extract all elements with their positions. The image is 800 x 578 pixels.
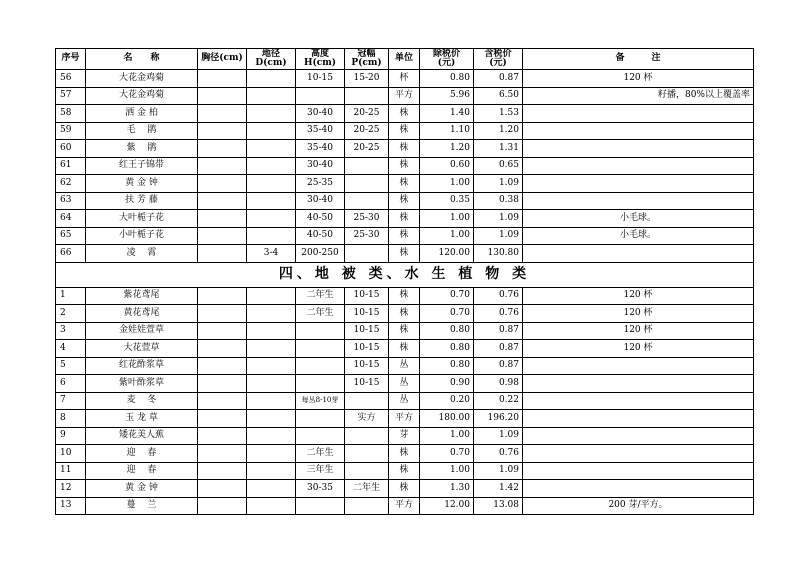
table-row [56,157,754,175]
table-row [56,392,754,410]
cell-seq: 10 [56,445,86,463]
cell-crown: 二年生 [345,480,389,498]
header-row [56,49,754,70]
cell-name: 金娃娃萱草 [86,322,198,340]
cell-incl-tax: 1.09 [474,175,523,193]
cell-name: 紫花鸢尾 [86,287,198,305]
cell-height: 35-40 [296,122,345,140]
cell-pre-tax: 0.80 [420,340,474,358]
cell-chest [198,157,247,175]
cell-chest [198,175,247,193]
cell-ground [247,392,296,410]
cell-crown: 10-15 [345,375,389,393]
header-incl-tax-line1: 含税价 [484,48,512,59]
cell-height: 30-35 [296,480,345,498]
cell-height: 二年生 [296,287,345,305]
table-row [56,427,754,445]
cell-incl-tax: 1.09 [474,210,523,228]
cell-remark: 120 杯 [523,322,754,340]
cell-ground [247,305,296,323]
cell-chest [198,105,247,123]
cell-name: 黄 金 钟 [86,480,198,498]
cell-unit: 芽 [389,427,420,445]
cell-height [296,497,345,515]
cell-name: 迎 春 [86,445,198,463]
table-row [56,70,754,88]
header-pre-tax-line2: (元) [437,58,456,68]
cell-height: 每丛8-10芽 [296,392,345,410]
cell-remark [523,175,754,193]
cell-name: 大花萱草 [86,340,198,358]
cell-remark [523,357,754,375]
table-row [56,287,754,305]
cell-unit: 株 [389,462,420,480]
table-row [56,105,754,123]
cell-unit: 株 [389,322,420,340]
cell-remark [523,245,754,263]
cell-seq: 62 [56,175,86,193]
cell-pre-tax: 0.80 [420,70,474,88]
cell-chest [198,210,247,228]
cell-chest [198,427,247,445]
cell-name: 迎 春 [86,462,198,480]
cell-remark [523,480,754,498]
cell-seq: 8 [56,410,86,428]
cell-name: 黄花鸢尾 [86,305,198,323]
header-crown [345,49,389,70]
cell-remark [523,157,754,175]
cell-unit: 株 [389,157,420,175]
cell-chest [198,122,247,140]
cell-chest [198,340,247,358]
cell-incl-tax: 0.87 [474,322,523,340]
cell-ground [247,105,296,123]
cell-pre-tax: 120.00 [420,245,474,263]
cell-remark [523,192,754,210]
cell-chest [198,497,247,515]
cell-remark: 120 杯 [523,70,754,88]
cell-seq: 2 [56,305,86,323]
cell-crown [345,157,389,175]
cell-seq: 12 [56,480,86,498]
cell-name: 小叶栀子花 [86,227,198,245]
cell-crown [345,445,389,463]
cell-incl-tax: 0.22 [474,392,523,410]
cell-seq: 3 [56,322,86,340]
cell-unit: 平方 [389,87,420,105]
cell-chest [198,70,247,88]
table-row [56,210,754,228]
cell-seq: 5 [56,357,86,375]
cell-incl-tax: 130.80 [474,245,523,263]
cell-pre-tax: 12.00 [420,497,474,515]
cell-unit: 平方 [389,497,420,515]
section-row [56,262,754,287]
header-pre-tax [420,49,474,70]
cell-seq: 11 [56,462,86,480]
cell-crown: 实方 [345,410,389,428]
cell-ground [247,157,296,175]
cell-chest [198,227,247,245]
cell-crown: 10-15 [345,322,389,340]
cell-remark [523,427,754,445]
header-incl-tax-line2: (元) [489,58,507,68]
table-row [56,462,754,480]
cell-pre-tax: 5.96 [420,87,474,105]
cell-incl-tax: 1.09 [474,462,523,480]
cell-name: 洒 金 柏 [86,105,198,123]
cell-height: 200-250 [296,245,345,263]
section-title: 四、地 被 类、水 生 植 物 类 [56,262,754,287]
cell-seq: 58 [56,105,86,123]
cell-incl-tax: 1.31 [474,140,523,158]
cell-crown: 10-15 [345,340,389,358]
table-row [56,305,754,323]
cell-unit: 杯 [389,70,420,88]
cell-chest [198,192,247,210]
cell-crown [345,392,389,410]
header-height-line2: H(cm) [303,58,337,68]
cell-height: 三年生 [296,462,345,480]
cell-height [296,87,345,105]
cell-name: 大花金鸡菊 [86,87,198,105]
cell-name: 大叶栀子花 [86,210,198,228]
table-row [56,322,754,340]
cell-unit: 株 [389,140,420,158]
cell-chest [198,140,247,158]
cell-incl-tax: 0.76 [474,287,523,305]
cell-unit: 株 [389,122,420,140]
cell-crown: 20-25 [345,105,389,123]
cell-height: 30-40 [296,105,345,123]
cell-unit: 平方 [389,410,420,428]
cell-crown: 25-30 [345,210,389,228]
table-body-bottom [56,287,754,515]
table-row [56,480,754,498]
cell-ground [247,375,296,393]
cell-pre-tax: 1.30 [420,480,474,498]
cell-pre-tax: 0.70 [420,305,474,323]
cell-ground [247,227,296,245]
cell-remark [523,462,754,480]
cell-name: 矮花美人蕉 [86,427,198,445]
cell-ground [247,122,296,140]
cell-incl-tax: 1.09 [474,427,523,445]
cell-incl-tax: 1.09 [474,227,523,245]
table-row [56,87,754,105]
cell-name: 凌 霄 [86,245,198,263]
cell-ground [247,70,296,88]
cell-unit: 株 [389,445,420,463]
price-table [55,48,754,515]
cell-height: 30-40 [296,157,345,175]
cell-incl-tax: 1.42 [474,480,523,498]
cell-unit: 株 [389,480,420,498]
cell-seq: 4 [56,340,86,358]
cell-ground [247,340,296,358]
table-row [56,357,754,375]
cell-incl-tax: 0.65 [474,157,523,175]
header-unit: 单位 [389,49,420,70]
cell-remark [523,105,754,123]
header-chest: 胸径(cm) [198,49,247,70]
cell-seq: 59 [56,122,86,140]
cell-pre-tax: 0.70 [420,445,474,463]
table-row [56,410,754,428]
cell-pre-tax: 1.10 [420,122,474,140]
cell-chest [198,375,247,393]
cell-seq: 60 [56,140,86,158]
cell-pre-tax: 1.00 [420,427,474,445]
section-body [56,262,754,287]
cell-seq: 9 [56,427,86,445]
cell-name: 毛 鹃 [86,122,198,140]
cell-height: 10-15 [296,70,345,88]
cell-seq: 61 [56,157,86,175]
cell-pre-tax: 1.00 [420,175,474,193]
cell-ground [247,427,296,445]
cell-pre-tax: 0.90 [420,375,474,393]
table-row [56,340,754,358]
cell-chest [198,87,247,105]
cell-height: 25-35 [296,175,345,193]
table-row [56,192,754,210]
table-row [56,445,754,463]
cell-name: 玉 龙 草 [86,410,198,428]
cell-remark [523,140,754,158]
cell-incl-tax: 6.50 [474,87,523,105]
cell-crown: 20-25 [345,140,389,158]
cell-height [296,357,345,375]
cell-ground [247,287,296,305]
header-ground-line1: 地径 [261,48,280,59]
cell-crown: 20-25 [345,122,389,140]
cell-name: 红花酢浆草 [86,357,198,375]
cell-crown: 15-20 [345,70,389,88]
cell-unit: 株 [389,175,420,193]
cell-pre-tax: 0.35 [420,192,474,210]
cell-pre-tax: 1.00 [420,227,474,245]
cell-remark: 籽播，80%以上覆盖率 [523,87,754,105]
cell-crown: 25-30 [345,227,389,245]
cell-incl-tax: 13.08 [474,497,523,515]
cell-crown: 10-15 [345,287,389,305]
cell-crown: 10-15 [345,357,389,375]
table-body-top [56,70,754,263]
cell-name: 紫叶酢浆草 [86,375,198,393]
cell-height [296,375,345,393]
cell-pre-tax: 0.60 [420,157,474,175]
cell-seq: 64 [56,210,86,228]
cell-chest [198,357,247,375]
cell-incl-tax: 0.87 [474,357,523,375]
cell-remark: 小毛球。 [523,227,754,245]
cell-ground [247,322,296,340]
table-row [56,175,754,193]
cell-ground [247,357,296,375]
table-row [56,497,754,515]
cell-chest [198,410,247,428]
cell-ground [247,87,296,105]
cell-name: 黄 金 钟 [86,175,198,193]
cell-crown: 10-15 [345,305,389,323]
cell-unit: 丛 [389,375,420,393]
cell-incl-tax: 196.20 [474,410,523,428]
cell-chest [198,462,247,480]
header-incl-tax [474,49,523,70]
cell-ground [247,210,296,228]
cell-unit: 株 [389,210,420,228]
cell-remark: 120 杯 [523,287,754,305]
cell-height: 二年生 [296,305,345,323]
cell-ground [247,462,296,480]
cell-pre-tax: 1.40 [420,105,474,123]
cell-seq: 66 [56,245,86,263]
cell-ground [247,410,296,428]
cell-chest [198,445,247,463]
cell-incl-tax: 0.87 [474,70,523,88]
cell-unit: 株 [389,227,420,245]
cell-seq: 56 [56,70,86,88]
cell-pre-tax: 1.00 [420,210,474,228]
cell-unit: 株 [389,105,420,123]
cell-crown [345,462,389,480]
cell-unit: 株 [389,340,420,358]
cell-ground [247,175,296,193]
cell-incl-tax: 1.20 [474,122,523,140]
cell-height: 40-50 [296,227,345,245]
cell-seq: 1 [56,287,86,305]
cell-remark [523,445,754,463]
cell-height [296,340,345,358]
cell-chest [198,480,247,498]
cell-height: 二年生 [296,445,345,463]
cell-crown [345,87,389,105]
cell-seq: 13 [56,497,86,515]
cell-remark: 小毛球。 [523,210,754,228]
header-pre-tax-line1: 除税价 [432,48,460,59]
cell-incl-tax: 0.76 [474,445,523,463]
table-row [56,122,754,140]
cell-ground [247,192,296,210]
cell-ground [247,140,296,158]
cell-name: 红王子锦带 [86,157,198,175]
header-remark: 备 注 [523,49,754,70]
table-row [56,245,754,263]
header-ground-line2: D(cm) [255,58,287,68]
cell-seq: 6 [56,375,86,393]
cell-height [296,427,345,445]
cell-pre-tax: 0.70 [420,287,474,305]
table-row [56,140,754,158]
cell-remark: 120 杯 [523,340,754,358]
header-height [296,49,345,70]
cell-height [296,322,345,340]
cell-name: 扶 芳 藤 [86,192,198,210]
cell-pre-tax: 1.00 [420,462,474,480]
cell-chest [198,245,247,263]
cell-unit: 株 [389,305,420,323]
cell-chest [198,305,247,323]
cell-unit: 株 [389,245,420,263]
cell-ground [247,445,296,463]
cell-pre-tax: 180.00 [420,410,474,428]
cell-chest [198,287,247,305]
cell-crown [345,497,389,515]
cell-remark: 200 芽/平方。 [523,497,754,515]
cell-crown [345,175,389,193]
cell-incl-tax: 1.53 [474,105,523,123]
cell-incl-tax: 0.76 [474,305,523,323]
cell-pre-tax: 0.80 [420,322,474,340]
cell-chest [198,392,247,410]
cell-name: 麦 冬 [86,392,198,410]
cell-unit: 株 [389,287,420,305]
table-row [56,375,754,393]
cell-unit: 丛 [389,357,420,375]
cell-pre-tax: 0.20 [420,392,474,410]
cell-ground: 3-4 [247,245,296,263]
cell-incl-tax: 0.38 [474,192,523,210]
cell-height: 30-40 [296,192,345,210]
header-crown-line1: 冠幅 [357,48,376,59]
cell-name: 大花金鸡菊 [86,70,198,88]
cell-remark [523,375,754,393]
cell-ground [247,480,296,498]
cell-incl-tax: 0.98 [474,375,523,393]
cell-seq: 65 [56,227,86,245]
header-height-line1: 高度 [310,48,329,59]
cell-name: 紫 鹃 [86,140,198,158]
cell-remark [523,410,754,428]
cell-pre-tax: 0.80 [420,357,474,375]
cell-ground [247,497,296,515]
cell-unit: 丛 [389,392,420,410]
cell-seq: 7 [56,392,86,410]
cell-pre-tax: 1.20 [420,140,474,158]
header-seq: 序号 [56,49,86,70]
header-name: 名 称 [86,49,198,70]
cell-unit: 株 [389,192,420,210]
header-ground [247,49,296,70]
cell-crown [345,427,389,445]
cell-chest [198,322,247,340]
table-row [56,227,754,245]
cell-remark: 120 杯 [523,305,754,323]
header-crown-line2: P(cm) [351,58,382,68]
cell-height: 35-40 [296,140,345,158]
cell-incl-tax: 0.87 [474,340,523,358]
cell-height: 40-50 [296,210,345,228]
cell-crown [345,245,389,263]
cell-crown [345,192,389,210]
cell-name: 蔓 兰 [86,497,198,515]
cell-remark [523,122,754,140]
cell-remark [523,392,754,410]
cell-seq: 57 [56,87,86,105]
cell-seq: 63 [56,192,86,210]
cell-height [296,410,345,428]
